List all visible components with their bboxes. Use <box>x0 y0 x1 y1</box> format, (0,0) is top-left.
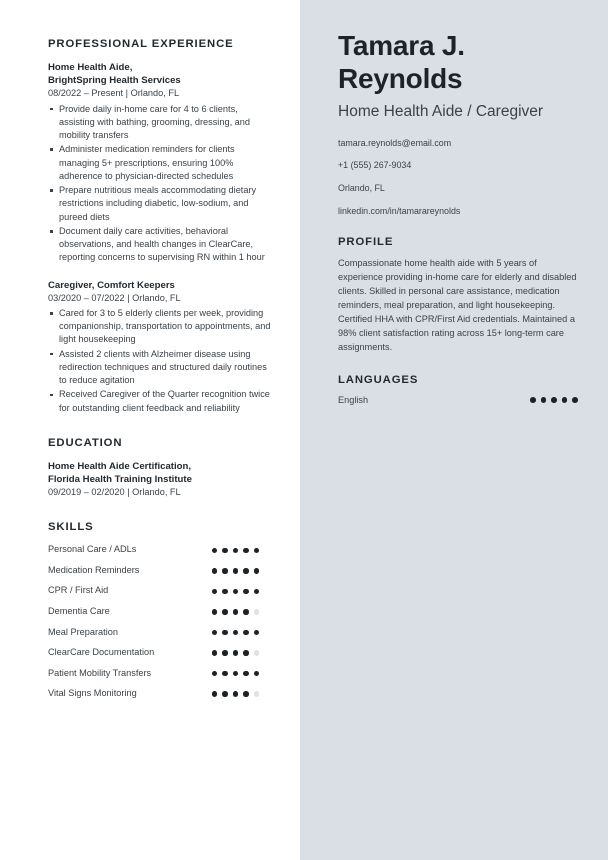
rating-dot-empty <box>254 691 259 696</box>
experience-bullet: Received Caregiver of the Quarter recognition twice for outstanding client feedback and reliability <box>48 388 272 415</box>
right-column <box>300 0 608 860</box>
rating-dot-filled <box>243 568 248 573</box>
skills-list <box>48 544 272 700</box>
rating-dot-filled <box>572 397 578 403</box>
skill-name: Medication Reminders <box>48 564 140 575</box>
skill-name: Vital Signs Monitoring <box>48 688 137 699</box>
contact-location: Orlando, FL <box>338 183 385 194</box>
skill-row <box>48 668 272 680</box>
skill-rating <box>212 589 259 594</box>
rating-dot-filled <box>530 397 536 403</box>
rating-dot-filled <box>212 650 217 655</box>
rating-dot-filled <box>222 609 227 614</box>
rating-dot-filled <box>243 548 248 553</box>
rating-dot-filled <box>243 691 248 696</box>
section-heading-education: EDUCATION <box>48 436 123 449</box>
rating-dot-filled <box>243 630 248 635</box>
rating-dot-filled <box>562 397 568 403</box>
rating-dot-filled <box>254 630 259 635</box>
rating-dot-filled <box>222 568 227 573</box>
section-heading-skills: SKILLS <box>48 521 94 534</box>
language-rating <box>530 397 578 403</box>
rating-dot-filled <box>212 609 217 614</box>
skill-rating <box>212 609 259 614</box>
rating-dot-filled <box>243 650 248 655</box>
experience-bullet-list <box>48 307 272 415</box>
rating-dot-filled <box>233 589 238 594</box>
candidate-name: Tamara J. Reynolds <box>338 30 465 94</box>
rating-dot-filled <box>233 650 238 655</box>
section-languages <box>338 374 578 405</box>
rating-dot-filled <box>212 671 217 676</box>
rating-dot-filled <box>222 589 227 594</box>
skill-row <box>48 647 272 659</box>
experience-dates-location: 08/2022 – Present | Orlando, FL <box>48 88 180 99</box>
candidate-role: Home Health Aide / Caregiver <box>338 102 544 120</box>
section-heading-experience: PROFESSIONAL EXPERIENCE <box>48 38 234 50</box>
profile-text: Compassionate home health aide with 5 years of experience providing in-home care for elderly and disabled clients. Skilled in personal care assistance, medication reminders, meal preparation, and light housekeeping. Certified HHA with CPR/First Aid credentials. Maintained a 98% client satisfaction rating across 15+ long-term care assignments. <box>338 258 577 353</box>
skill-row <box>48 544 272 556</box>
skill-row <box>48 585 272 597</box>
skill-row <box>48 565 272 577</box>
rating-dot-filled <box>233 568 238 573</box>
rating-dot-filled <box>212 589 217 594</box>
rating-dot-filled <box>222 630 227 635</box>
rating-dot-filled <box>212 548 217 553</box>
contact-linkedin[interactable]: linkedin.com/in/tamarareynolds <box>338 205 461 216</box>
rating-dot-filled <box>254 671 259 676</box>
rating-dot-filled <box>212 630 217 635</box>
rating-dot-filled <box>541 397 547 403</box>
experience-entry <box>48 279 272 415</box>
rating-dot-filled <box>254 568 259 573</box>
rating-dot-filled <box>254 589 259 594</box>
experience-dates-location: 03/2020 – 07/2022 | Orlando, FL <box>48 292 181 303</box>
skill-row <box>48 606 272 618</box>
skill-name: Personal Care / ADLs <box>48 544 137 555</box>
rating-dot-filled <box>243 609 248 614</box>
section-education <box>48 437 272 500</box>
experience-bullet: Assisted 2 clients with Alzheimer disease using redirection techniques and structured daily routines to reduce agitation <box>48 348 272 388</box>
rating-dot-empty <box>254 609 259 614</box>
rating-dot-filled <box>222 671 227 676</box>
skill-name: Meal Preparation <box>48 626 118 637</box>
language-name: English <box>338 395 369 406</box>
rating-dot-filled <box>551 397 557 403</box>
left-column <box>0 0 300 860</box>
section-skills <box>48 521 272 700</box>
contact-phone: +1 (555) 267-9034 <box>338 160 412 171</box>
education-list <box>48 460 272 500</box>
experience-bullet: Prepare nutritious meals accommodating dietary restrictions including diabetic, low-sodium, and pureed diets <box>48 184 272 224</box>
section-profile <box>338 236 578 355</box>
skill-rating <box>212 548 259 553</box>
experience-bullet: Administer medication reminders for clients managing 5+ prescriptions, ensuring 100% adherence to physician-directed schedules <box>48 143 272 183</box>
education-credential: Home Health Aide Certification, <box>48 460 192 472</box>
rating-dot-filled <box>233 548 238 553</box>
skill-name: Dementia Care <box>48 606 110 616</box>
skill-row <box>48 627 272 639</box>
language-row <box>338 395 578 405</box>
rating-dot-empty <box>254 650 259 655</box>
rating-dot-filled <box>222 691 227 696</box>
rating-dot-filled <box>222 650 227 655</box>
rating-dot-filled <box>233 630 238 635</box>
section-heading-languages: LANGUAGES <box>338 374 419 387</box>
skill-rating <box>212 630 259 635</box>
skill-row <box>48 688 272 700</box>
education-institution: Florida Health Training Institute <box>48 474 192 486</box>
education-entry <box>48 460 272 500</box>
languages-list <box>338 395 578 405</box>
rating-dot-filled <box>243 589 248 594</box>
experience-employer: BrightSpring Health Services <box>48 75 181 87</box>
contact-list <box>338 138 578 217</box>
rating-dot-filled <box>233 609 238 614</box>
experience-bullet-list <box>48 103 272 265</box>
skill-rating <box>212 650 259 655</box>
skill-rating <box>212 568 259 573</box>
experience-bullet: Cared for 3 to 5 elderly clients per week, providing companionship, transportation to appointments, and light housekeeping <box>48 307 272 347</box>
skill-rating <box>212 691 259 696</box>
education-dates-location: 09/2019 – 02/2020 | Orlando, FL <box>48 487 181 498</box>
rating-dot-filled <box>233 691 238 696</box>
rating-dot-filled <box>212 691 217 696</box>
rating-dot-filled <box>222 548 227 553</box>
skill-name: CPR / First Aid <box>48 585 109 596</box>
rating-dot-filled <box>233 671 238 676</box>
rating-dot-filled <box>212 568 217 573</box>
skill-name: Patient Mobility Transfers <box>48 667 152 678</box>
experience-bullet: Provide daily in-home care for 4 to 6 clients, assisting with bathing, grooming, dressing, and mobility transfers <box>48 103 272 143</box>
skill-name: ClearCare Documentation <box>48 647 155 658</box>
experience-bullet: Document daily care activities, behavioral observations, and health changes in ClearCare, reporting concerns to supervising RN within 1 hour <box>48 225 272 265</box>
skill-rating <box>212 671 259 676</box>
experience-job-title: Caregiver, Comfort Keepers <box>48 279 175 291</box>
experience-list <box>48 61 272 415</box>
experience-job-title: Home Health Aide, <box>48 62 133 73</box>
rating-dot-filled <box>243 671 248 676</box>
section-heading-profile: PROFILE <box>338 236 394 249</box>
rating-dot-filled <box>254 548 259 553</box>
contact-email[interactable]: tamara.reynolds@email.com <box>338 137 452 148</box>
experience-entry <box>48 61 272 265</box>
section-professional-experience <box>48 38 272 415</box>
